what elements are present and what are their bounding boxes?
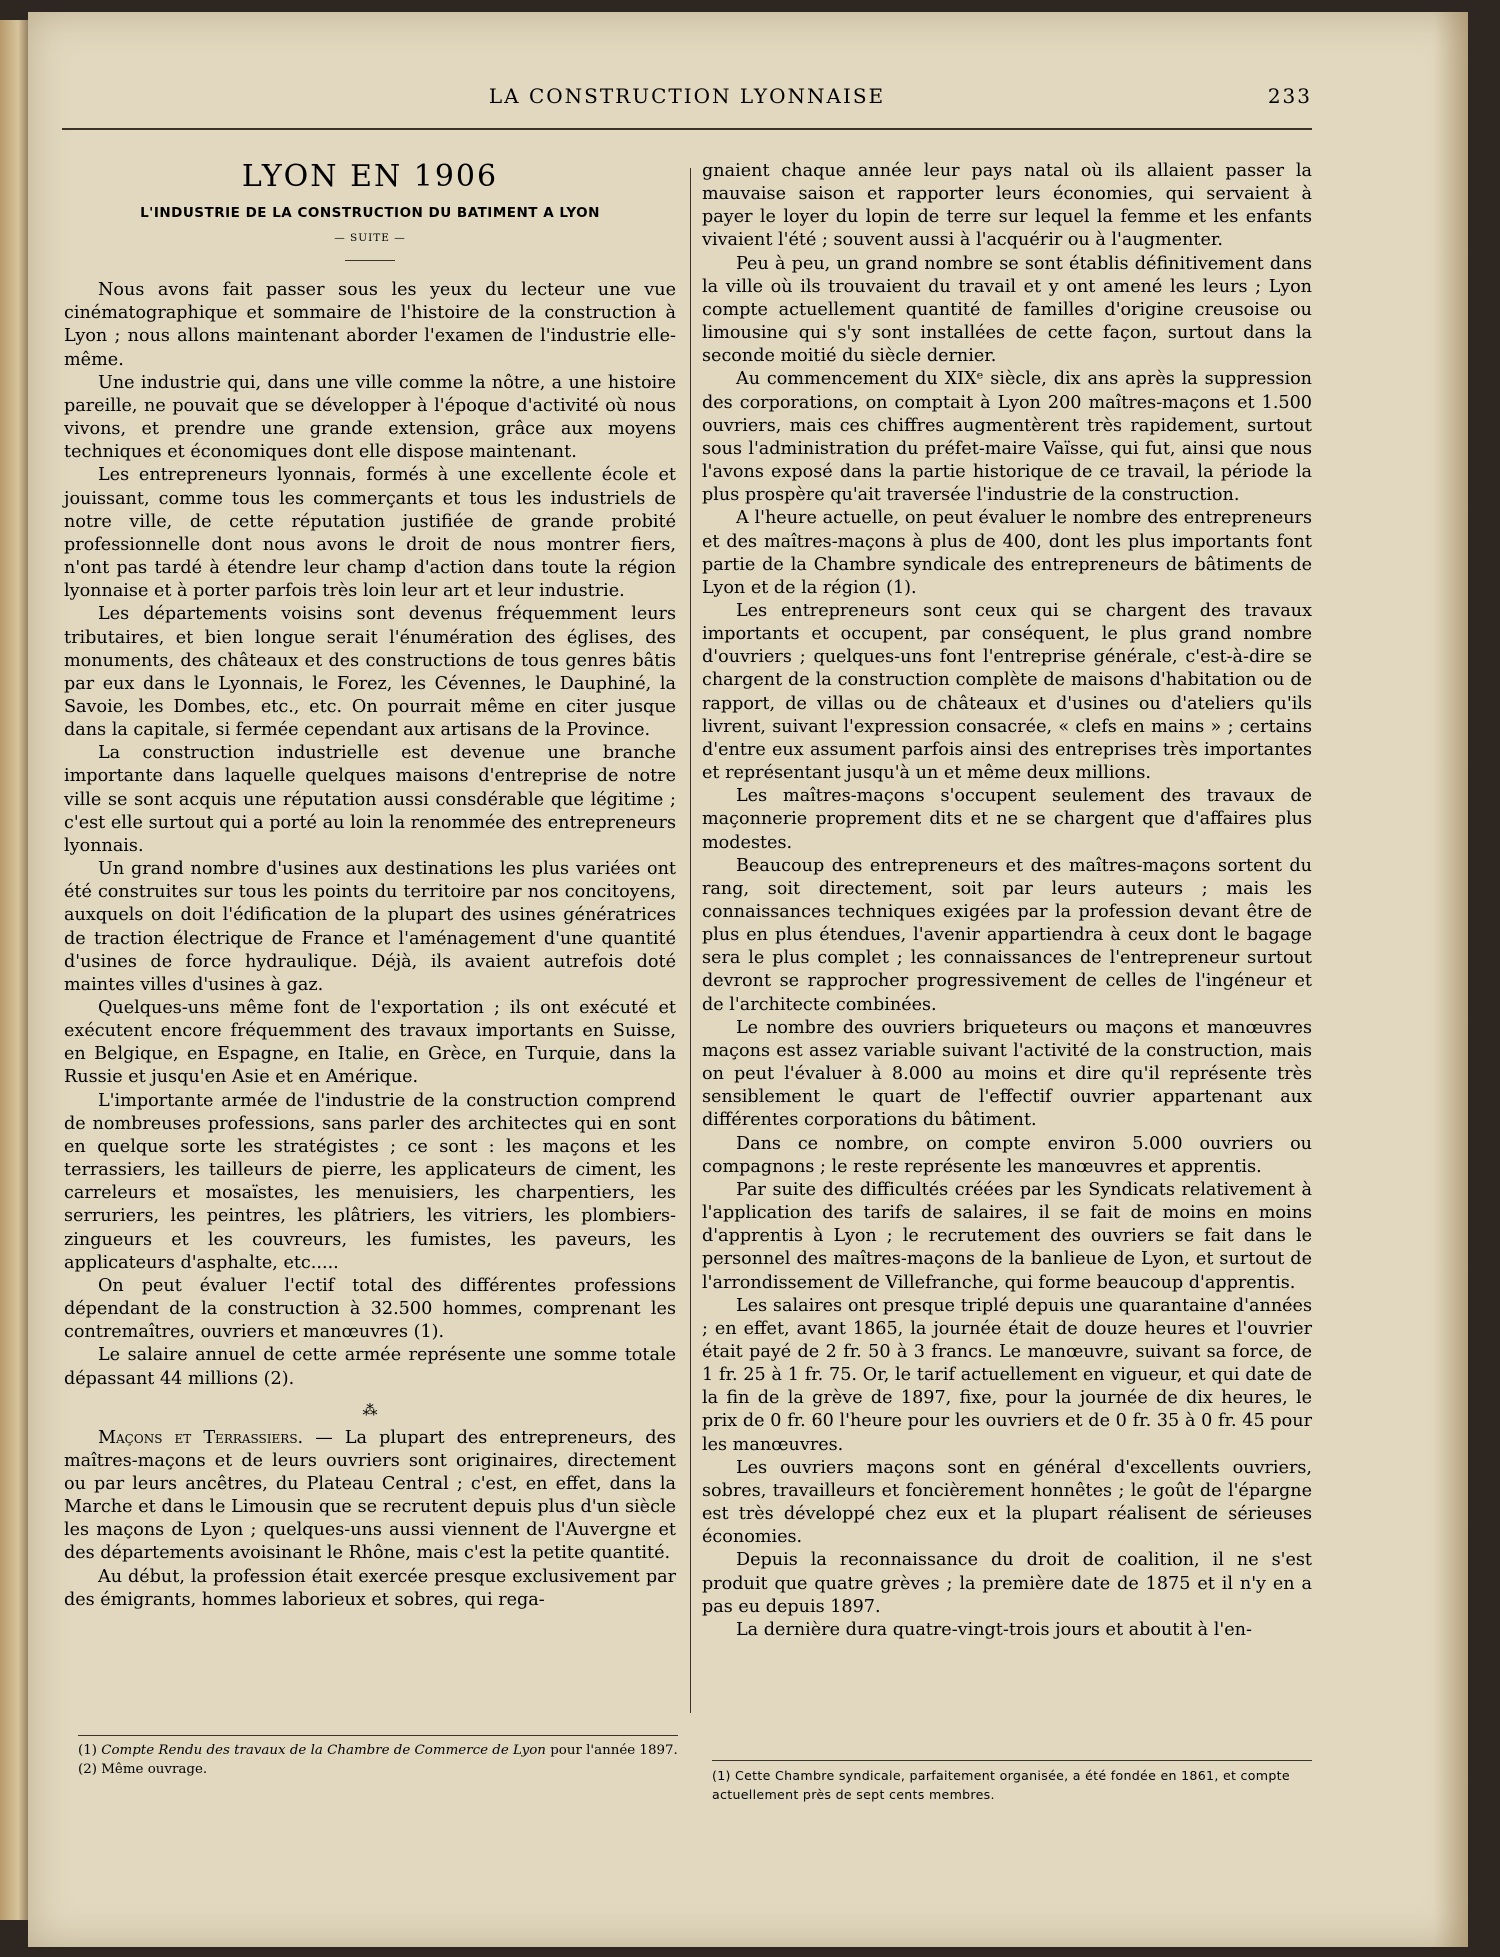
page-shadow-edge: [1434, 12, 1468, 1947]
paragraph: Les entrepreneurs sont ceux qui se chargent des travaux importants et occupent, par conséquent, le plus grand nombre d'ouvriers ; quelques-uns font l'entreprise générale, c'est-à-dire se chargent de la construction complète de maisons d'habitation ou de rapport, de villas ou de châteaux et d'usines ou d'ateliers qu'ils livrent, suivant l'expression consacrée, « clefs en mains » ; certains d'entre eux assument parfois ainsi des entreprises très importantes et représentant jusqu'à un et même deux millions.: [702, 600, 1312, 784]
paragraph: Depuis la reconnaissance du droit de coalition, il ne s'est produit que quatre grèves ; la première date de 1875 et il n'y en a pas eu depuis 1897.: [702, 1550, 1312, 1617]
paragraph: Par suite des difficultés créées par les Syndicats relativement à l'application des tarifs de salaires, il se fait de moins en moins d'apprentis à Lyon ; le recrutement des ouvriers se fait dans le personnel des maîtres-maçons de la banlieue de Lyon, et surtout de l'arrondissement de Villefranche, qui forme beaucoup d'apprentis.: [702, 1179, 1312, 1293]
paragraph: Dans ce nombre, on compte environ 5.000 ouvriers ou compagnons ; le reste représente les manœuvres et apprentis.: [702, 1133, 1312, 1177]
paragraph: Les salaires ont presque triplé depuis une quarantaine d'années ; en effet, avant 1865, la journée était de douze heures et l'ouvrier était payé de 2 fr. 50 à 3 francs. Le manœuvre, suivant sa force, de 1 fr. 25 à 1 fr. 75. Or, le tarif actuellement en vigueur, et qui date de la fin de la grève de 1897, fixe, pour la journée de dix heures, le prix de 0 fr. 60 l'heure pour les ouvriers et de 0 fr. 35 à 0 fr. 45 pour les manœuvres.: [702, 1295, 1312, 1455]
paragraph: La dernière dura quatre-vingt-trois jours et aboutit à l'en-: [736, 1619, 1252, 1640]
paragraph: Peu à peu, un grand nombre se sont établis définitivement dans la ville où ils trouvaient du travail et y ont amené les leurs ; Lyon compte actuellement quantité de familles d'origine creusoise ou limousine qui s'y sont installées de cette façon, surtout dans la seconde moitié du siècle dernier.: [702, 253, 1312, 367]
section-separator-stars: ⁂: [362, 1400, 378, 1419]
paragraph: Les ouvriers maçons sont en général d'excellents ouvriers, sobres, travailleurs et foncièrement honnêtes ; le goût de l'épargne est très développé chez eux et la plupart réalisent de sérieuses économies.: [702, 1457, 1312, 1548]
paragraph-continuation: gnaient chaque année leur pays natal où ils allaient passer la mauvaise saison et rapporter leurs économies, qui servaient à payer le loyer du lopin de terre sur lequel la femme et les enfants vivaient l'été ; souvent aussi à l'acquérir ou à l'augmenter.: [702, 161, 1312, 251]
paragraph: Les départements voisins sont devenus fréquemment leurs tributaires, et bien longue serait l'énumération des églises, des monuments, des châteaux et des constructions de tous genres bâtis par eux dans le Lyonnais, le Forez, les Cévennes, le Dauphiné, la Savoie, les Dombes, etc., etc. On pourrait même en citer jusque dans la capitale, si fermée cependant aux artisans de la Province.: [64, 604, 676, 741]
header-rule: [62, 128, 1312, 130]
column-divider: [690, 168, 691, 1713]
paragraph: Les entrepreneurs lyonnais, formés à une excellente école et jouissant, comme tous les commerçants et tous les industriels de notre ville, de cette réputation justifiée de grande probité professionnelle dont nous avons le droit de nous montrer fiers, n'ont pas tardé à étendre leur champ d'action dans toute la région lyonnaise et à porter parfois très loin leur art et leur industrie.: [64, 465, 676, 602]
title-rule: [345, 260, 395, 261]
paragraph: Le salaire annuel de cette armée représente une somme totale dépassant 44 millions (2).: [64, 1345, 676, 1389]
paragraph: Les maîtres-maçons s'occupent seulement des travaux de maçonnerie proprement dits et ne se chargent que d'affaires plus modestes.: [702, 786, 1312, 853]
footnotes-right: [712, 1767, 1312, 1804]
paragraph: Au commencement du XIXᵉ siècle, dix ans après la suppression des corporations, on comptait à Lyon 200 maîtres-maçons et 1.500 ouvriers, mais ces chiffres augmentèrent très rapidement, surtout sous l'administration du préfet-maire Vaïsse, qui fut, ainsi que nous l'avons exposé dans la partie historique de ce travail, la période la plus prospère qu'ait traversée l'industrie de la construction.: [702, 369, 1312, 506]
page-number: 233: [1267, 84, 1312, 108]
footnote-1: (1) Compte Rendu des travaux de la Chambre de Commerce de Lyon pour l'année 1897.: [78, 1743, 678, 1758]
paragraph: Beaucoup des entrepreneurs et des maîtres-maçons sortent du rang, soit directement, soit par leurs auteurs ; mais les connaissances techniques exigées par la profession devant être de plus en plus étendues, l'avenir appartiendra à ceux dont le bagage sera le plus complet ; les connaissances de l'entrepreneur surtout devront se rapprocher progressivement de celles de l'ingéneur et de l'architecte combinées.: [702, 855, 1312, 1015]
paragraph: Au début, la profession était exercée presque exclusivement par des émigrants, hommes laborieux et sobres, qui rega-: [64, 1566, 676, 1610]
article-subtitle: L'INDUSTRIE DE LA CONSTRUCTION DU BATIMENT A LYON: [140, 205, 600, 221]
paragraph: Quelques-uns même font de l'exportation ; ils ont exécuté et exécutent encore fréquemment des travaux importants en Suisse, en Belgique, en Espagne, en Italie, en Grèce, en Turquie, dans la Russie et jusqu'en Asie et en Amérique.: [64, 998, 676, 1088]
left-column: [64, 145, 676, 1612]
right-column: [702, 160, 1312, 1642]
previous-page-edge: [0, 20, 30, 1920]
paragraph: La construction industrielle est devenue une branche importante dans laquelle quelques maisons d'entreprise de notre ville se sont acquis une réputation aussi consdérable que légitime ; c'est elle surtout qui a porté au loin la renommée des entrepreneurs lyonnais.: [64, 743, 676, 856]
footnote-rule-right: [712, 1760, 1312, 1761]
paragraph: Nous avons fait passer sous les yeux du lecteur une vue cinématographique et sommaire de l'histoire de la construction à Lyon ; nous allons maintenant aborder l'examen de l'industrie elle-même.: [64, 280, 676, 370]
article-suite: — SUITE —: [334, 232, 406, 244]
paragraph: L'importante armée de l'industrie de la construction comprend de nombreuses professions, sans parler des architectes qui en sont en quelque sorte les stratégistes ; ce sont : les maçons et les terrassiers, les tailleurs de pierre, les applicateurs de ciment, les carreleurs et mosaïstes, les menuisiers, les charpentiers, les serruriers, les peintres, les plâtriers, les vitriers, les plombiers-zingueurs et les couvreurs, les fumistes, les paveurs, les applicateurs d'asphalte, etc.....: [64, 1090, 676, 1273]
paragraph: Une industrie qui, dans une ville comme la nôtre, a une histoire pareille, ne pouvait que se développer à l'époque d'activité où nous vivons, et prendre une grande extension, grâce aux moyens techniques et économiques dont elle dispose maintenant.: [64, 372, 676, 463]
section-heading: Maçons et Terrassiers.: [98, 1427, 304, 1448]
footnotes-left: [78, 1742, 678, 1779]
running-title: LA CONSTRUCTION LYONNAISE: [488, 84, 886, 108]
paragraph: On peut évaluer l'ectif total des différentes professions dépendant de la construction à 32.500 hommes, comprenant les contremaîtres, ouvriers et manœuvres (1).: [64, 1275, 676, 1343]
article-title: LYON EN 1906: [241, 159, 499, 194]
footnote-rule-left: [78, 1735, 678, 1736]
paragraph: Un grand nombre d'usines aux destinations les plus variées ont été construites sur tous les points du territoire par nos concitoyens, auxquels on doit l'édification de la plupart des usines génératrices de traction électrique de France et l'aménagement d'une quantité d'usines de force hydraulique. Déjà, ils avaient autrefois doté maintes villes d'usines à gaz.: [64, 859, 676, 995]
footnote-2: (2) Même ouvrage.: [78, 1761, 208, 1777]
section-paragraph: [64, 1427, 676, 1566]
footnote-right-1: (1) Cette Chambre syndicale, parfaitement organisée, a été fondée en 1861, et compte actuellement près de sept cents membres.: [712, 1768, 1290, 1802]
paragraph: Le nombre des ouvriers briqueteurs ou maçons et manœuvres maçons est assez variable suivant l'activité de la construction, mais on peut l'évaluer à 8.000 au moins et dire qu'il représente très sensiblement le quart de l'effectif ouvrier appartenant aux différentes corporations du bâtiment.: [702, 1017, 1312, 1131]
section-paragraph-text: — La plupart des entrepreneurs, des maîtres-maçons et de leurs ouvriers sont originaires, directement ou par leurs ancêtres, du Plateau Central ; c'est, en effet, dans la Marche et dans le Limousin que se recrutent depuis plus d'un siècle les maçons de Lyon ; quelques-uns aussi viennent de l'Auvergne et des départements avoisinant le Rhône, mais c'est la petite quantité.: [64, 1427, 676, 1564]
running-header: [62, 84, 1312, 114]
paragraph: A l'heure actuelle, on peut évaluer le nombre des entrepreneurs et des maîtres-maçons à plus de 400, dont les plus importants font partie de la Chambre syndicale des entrepreneurs de bâtiments de Lyon et de la région (1).: [702, 508, 1312, 598]
